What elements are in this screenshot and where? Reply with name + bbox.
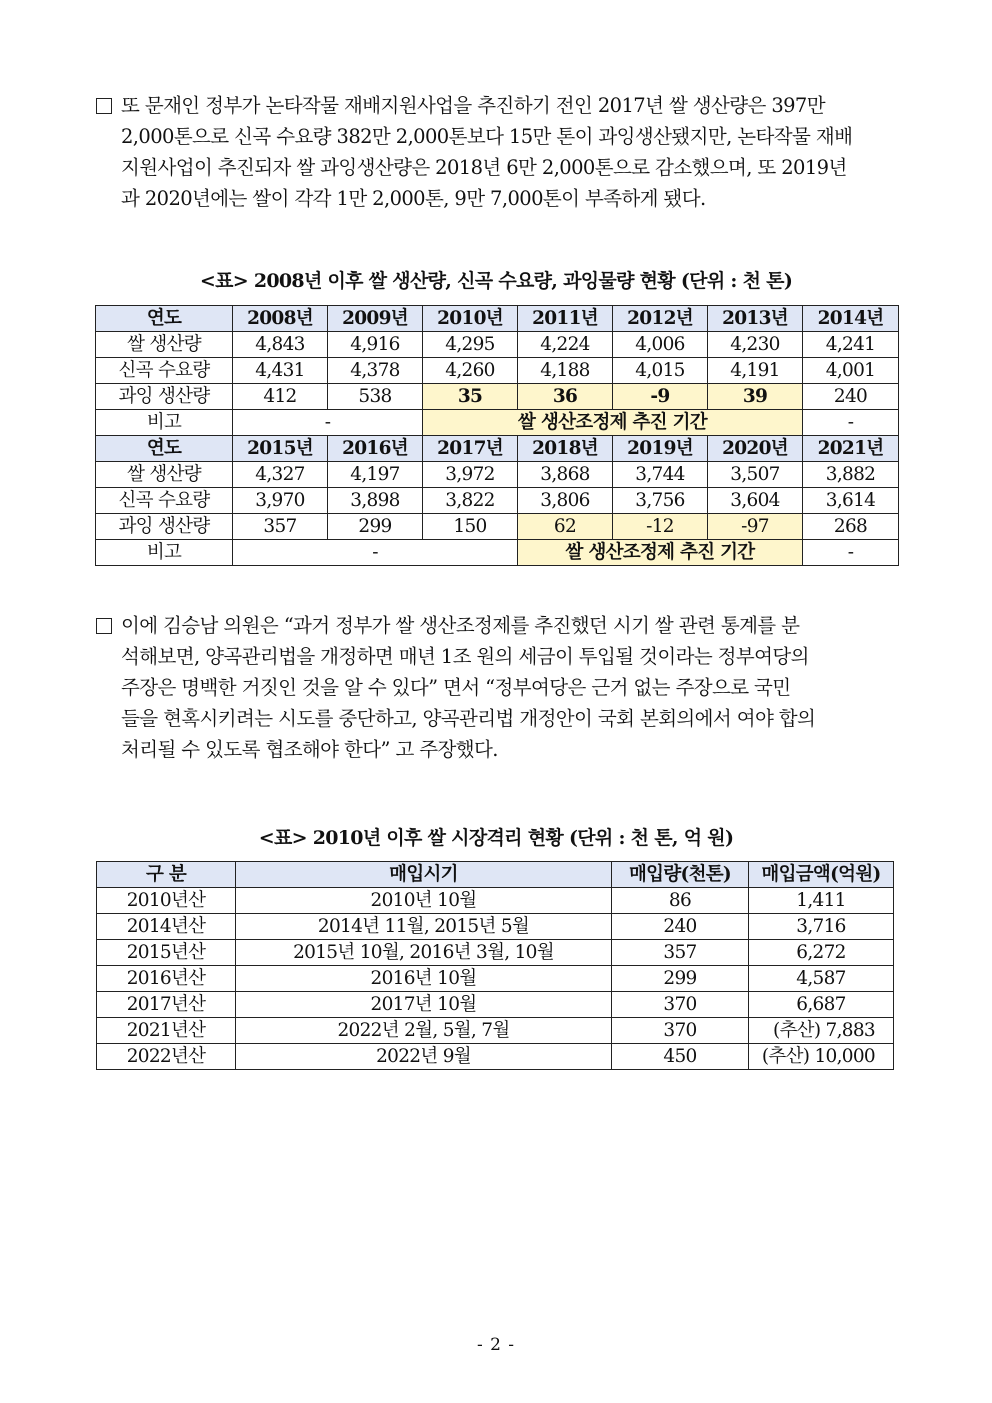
data-cell: 150 <box>423 514 518 540</box>
amount-cell: 6,272 <box>749 940 894 966</box>
year-cell: 2017년 <box>423 436 518 462</box>
category-cell: 2021년산 <box>97 1018 236 1044</box>
category-cell: 2022년산 <box>97 1044 236 1070</box>
paragraph-line: 들을 현혹시키려는 시도를 중단하고, 양곡관리법 개정안이 국회 본회의에서 여야 합의 <box>121 707 816 730</box>
data-cell: 4,230 <box>708 332 803 358</box>
data-cell: 4,295 <box>423 332 518 358</box>
header-label: 연도 <box>96 306 233 332</box>
category-cell: 2017년산 <box>97 992 236 1018</box>
category-cell: 2010년산 <box>97 888 236 914</box>
data-cell: 3,882 <box>803 462 899 488</box>
data-cell: 357 <box>233 514 328 540</box>
data-cell: 299 <box>328 514 423 540</box>
paragraph-line: 주장은 명백한 거짓인 것을 알 수 있다” 면서 “정부여당은 근거 없는 주장으로 국민 <box>121 676 791 699</box>
period-cell: 2010년 10월 <box>236 888 612 914</box>
category-cell: 2014년산 <box>97 914 236 940</box>
data-cell-highlight: 35 <box>423 384 518 410</box>
table-row <box>96 410 899 436</box>
data-cell-highlight: 62 <box>518 514 613 540</box>
table2-caption: <표> 2010년 이후 쌀 시장격리 현황 (단위 : 천 톤, 억 원) <box>258 827 734 849</box>
period-cell: 2022년 2월, 5월, 7월 <box>236 1018 612 1044</box>
table-row <box>97 1018 894 1044</box>
table-row <box>97 1044 894 1070</box>
checkbox-bullet-icon <box>96 98 112 114</box>
paragraph-line: 처리될 수 있도록 협조해야 한다” 고 주장했다. <box>121 738 498 761</box>
quantity-cell: 370 <box>612 1018 749 1044</box>
quantity-cell: 357 <box>612 940 749 966</box>
table-row <box>96 514 899 540</box>
row-label: 과잉 생산량 <box>96 384 233 410</box>
data-cell: 4,015 <box>613 358 708 384</box>
data-cell-highlight: 36 <box>518 384 613 410</box>
data-cell: 3,614 <box>803 488 899 514</box>
row-label: 신곡 수요량 <box>96 488 233 514</box>
data-cell: 4,843 <box>233 332 328 358</box>
data-cell: 4,431 <box>233 358 328 384</box>
year-cell: 2009년 <box>328 306 423 332</box>
period-cell: 2022년 9월 <box>236 1044 612 1070</box>
paragraph-line: 이에 김승남 의원은 “과거 정부가 쌀 생산조정제를 추진했던 시기 쌀 관련 통계를 분 <box>96 610 896 641</box>
paragraph-line: 과 2020년에는 쌀이 각각 1만 2,000톤, 9만 7,000톤이 부족하게 됐다. <box>121 187 706 210</box>
row-label: 과잉 생산량 <box>96 514 233 540</box>
period-cell: 2014년 11월, 2015년 5월 <box>236 914 612 940</box>
year-cell: 2020년 <box>708 436 803 462</box>
column-header: 구 분 <box>97 862 236 888</box>
data-cell: 4,916 <box>328 332 423 358</box>
table-header-row <box>97 862 894 888</box>
data-cell: 268 <box>803 514 899 540</box>
data-cell: 3,822 <box>423 488 518 514</box>
data-cell: 4,001 <box>803 358 899 384</box>
data-cell: 3,868 <box>518 462 613 488</box>
table-row <box>96 462 899 488</box>
data-cell: 4,260 <box>423 358 518 384</box>
quantity-cell: 299 <box>612 966 749 992</box>
table1-caption: <표> 2008년 이후 쌀 생산량, 신곡 수요량, 과잉물량 현황 (단위 : 천 톤) <box>199 270 793 292</box>
paragraph-line: 석해보면, 양곡관리법을 개정하면 매년 1조 원의 세금이 투입될 것이라는 정부여당의 <box>121 645 809 668</box>
data-cell: 538 <box>328 384 423 410</box>
year-cell: 2013년 <box>708 306 803 332</box>
data-cell: 240 <box>803 384 899 410</box>
quantity-cell: 86 <box>612 888 749 914</box>
quantity-cell: 370 <box>612 992 749 1018</box>
column-header: 매입시기 <box>236 862 612 888</box>
paragraph-rice-surplus <box>96 90 896 214</box>
table-row <box>97 914 894 940</box>
amount-cell: (추산) 7,883 <box>749 1018 894 1044</box>
note-cell-program-period: 쌀 생산조정제 추진 기간 <box>518 540 803 566</box>
amount-cell: (추산) 10,000 <box>749 1044 894 1070</box>
note-cell: - <box>803 410 899 436</box>
paragraph-line: 지원사업이 추진되자 쌀 과잉생산량은 2018년 6만 2,000톤으로 감소했으며, 또 2019년 <box>121 156 847 179</box>
data-cell: 4,006 <box>613 332 708 358</box>
note-cell: - <box>233 410 423 436</box>
year-cell: 2016년 <box>328 436 423 462</box>
period-cell: 2017년 10월 <box>236 992 612 1018</box>
quantity-cell: 240 <box>612 914 749 940</box>
table-row <box>96 488 899 514</box>
row-label: 신곡 수요량 <box>96 358 233 384</box>
data-cell: 4,191 <box>708 358 803 384</box>
table-row <box>96 436 899 462</box>
year-cell: 2010년 <box>423 306 518 332</box>
table-row <box>97 992 894 1018</box>
data-cell: 4,241 <box>803 332 899 358</box>
data-cell: 3,806 <box>518 488 613 514</box>
data-cell: 3,604 <box>708 488 803 514</box>
table-row <box>96 358 899 384</box>
data-cell-highlight: 39 <box>708 384 803 410</box>
table-market-isolation <box>96 861 894 1070</box>
year-cell: 2014년 <box>803 306 899 332</box>
data-cell: 3,898 <box>328 488 423 514</box>
year-cell: 2012년 <box>613 306 708 332</box>
row-label: 비고 <box>96 410 233 436</box>
data-cell-highlight: -97 <box>708 514 803 540</box>
row-label: 쌀 생산량 <box>96 462 233 488</box>
table-row <box>97 940 894 966</box>
table-row <box>96 384 899 410</box>
note-cell-program-period: 쌀 생산조정제 추진 기간 <box>423 410 803 436</box>
data-cell: 4,188 <box>518 358 613 384</box>
year-cell: 2018년 <box>518 436 613 462</box>
data-cell: 3,744 <box>613 462 708 488</box>
table-row <box>97 888 894 914</box>
row-label: 비고 <box>96 540 233 566</box>
amount-cell: 4,587 <box>749 966 894 992</box>
paragraph-lawmaker-statement <box>96 610 896 765</box>
row-label: 쌀 생산량 <box>96 332 233 358</box>
data-cell-highlight: -9 <box>613 384 708 410</box>
year-cell: 2011년 <box>518 306 613 332</box>
amount-cell: 6,687 <box>749 992 894 1018</box>
data-cell-highlight: -12 <box>613 514 708 540</box>
data-cell: 4,224 <box>518 332 613 358</box>
year-cell: 2021년 <box>803 436 899 462</box>
quantity-cell: 450 <box>612 1044 749 1070</box>
category-cell: 2015년산 <box>97 940 236 966</box>
paragraph-line: 또 문재인 정부가 논타작물 재배지원사업을 추진하기 전인 2017년 쌀 생산량은 397만 <box>96 90 896 121</box>
note-cell: - <box>233 540 518 566</box>
data-cell: 3,970 <box>233 488 328 514</box>
data-cell: 4,378 <box>328 358 423 384</box>
data-cell: 3,507 <box>708 462 803 488</box>
data-cell: 3,972 <box>423 462 518 488</box>
table-row <box>97 966 894 992</box>
category-cell: 2016년산 <box>97 966 236 992</box>
checkbox-bullet-icon <box>96 618 112 634</box>
amount-cell: 3,716 <box>749 914 894 940</box>
data-cell: 412 <box>233 384 328 410</box>
table-row <box>96 306 899 332</box>
table-row <box>96 540 899 566</box>
data-cell: 4,327 <box>233 462 328 488</box>
period-cell: 2016년 10월 <box>236 966 612 992</box>
header-label: 연도 <box>96 436 233 462</box>
year-cell: 2008년 <box>233 306 328 332</box>
column-header: 매입금액(억원) <box>749 862 894 888</box>
period-cell: 2015년 10월, 2016년 3월, 10월 <box>236 940 612 966</box>
column-header: 매입량(천톤) <box>612 862 749 888</box>
data-cell: 3,756 <box>613 488 708 514</box>
table-rice-production <box>95 305 899 566</box>
page-number: - 2 - <box>476 1335 516 1355</box>
data-cell: 4,197 <box>328 462 423 488</box>
note-cell: - <box>803 540 899 566</box>
year-cell: 2015년 <box>233 436 328 462</box>
year-cell: 2019년 <box>613 436 708 462</box>
amount-cell: 1,411 <box>749 888 894 914</box>
table-row <box>96 332 899 358</box>
paragraph-line: 2,000톤으로 신곡 수요량 382만 2,000톤보다 15만 톤이 과잉생산됐지만, 논타작물 재배 <box>121 125 853 148</box>
